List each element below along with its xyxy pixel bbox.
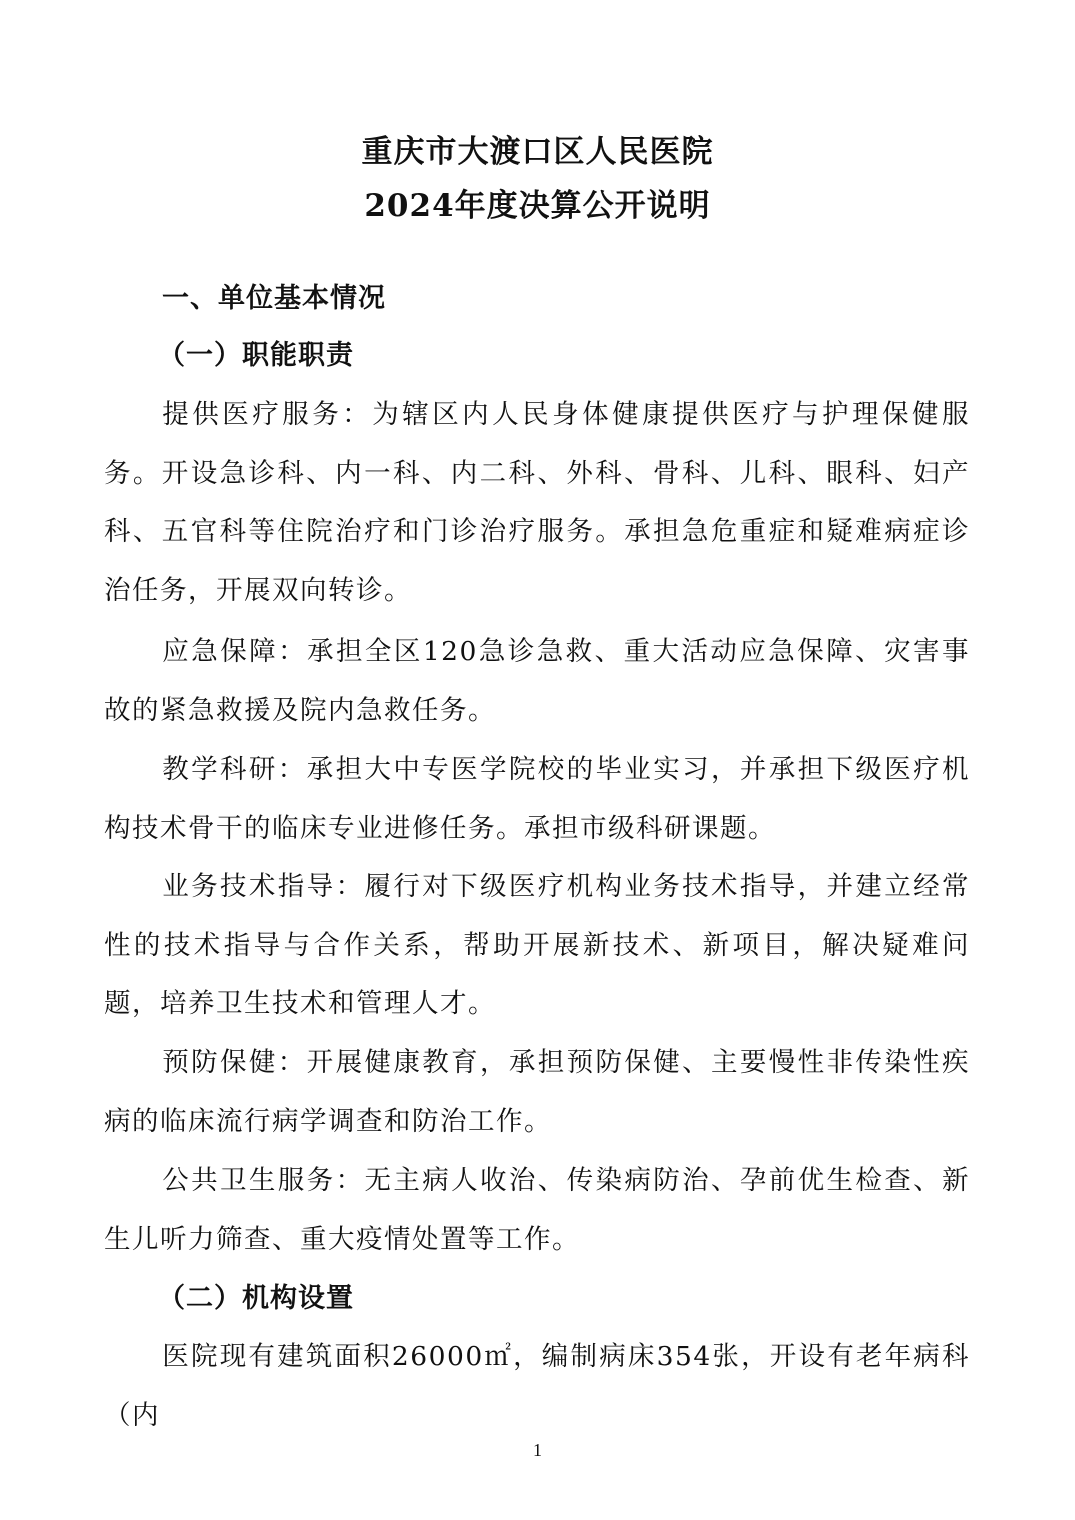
paragraph-teaching-research: 教学科研：承担大中专医学院校的毕业实习，并承担下级医疗机构技术骨干的临床专业进修任务。承担市级科研课题。 — [104, 754, 970, 844]
page-number: 1 — [533, 1440, 542, 1460]
paragraph-prevention-healthcare: 预防保健：开展健康教育，承担预防保健、主要慢性非传染性疾病的临床流行病学调查和防治工作。 — [104, 1047, 970, 1137]
subsection-heading-functions: （一）职能职责 — [158, 340, 354, 371]
subsection-heading-organization: （二）机构设置 — [158, 1283, 354, 1314]
section-heading-basic-info: 一、单位基本情况 — [162, 283, 386, 314]
paragraph-medical-services: 提供医疗服务：为辖区内人民身体健康提供医疗与护理保健服务。开设急诊科、内一科、内二科、外科、骨科、儿科、眼科、妇产科、五官科等住院治疗和门诊治疗服务。承担急危重症和疑难病症诊治任务，开展双向转诊。 — [104, 399, 970, 606]
document-title-line1: 重庆市大渡口区人民医院 — [361, 134, 714, 170]
paragraph-public-health: 公共卫生服务：无主病人收治、传染病防治、孕前优生检查、新生儿听力筛查、重大疫情处置等工作。 — [104, 1165, 970, 1255]
paragraph-emergency-support: 应急保障：承担全区120急诊急救、重大活动应急保障、灾害事故的紧急救援及院内急救任务。 — [104, 636, 970, 726]
document-title-line2: 2024年度决算公开说明 — [364, 188, 711, 224]
paragraph-technical-guidance: 业务技术指导：履行对下级医疗机构业务技术指导，并建立经常性的技术指导与合作关系，帮助开展新技术、新项目，解决疑难问题，培养卫生技术和管理人才。 — [104, 871, 970, 1019]
paragraph-organization: 医院现有建筑面积26000㎡，编制病床354张，开设有老年病科（内 — [104, 1341, 970, 1431]
